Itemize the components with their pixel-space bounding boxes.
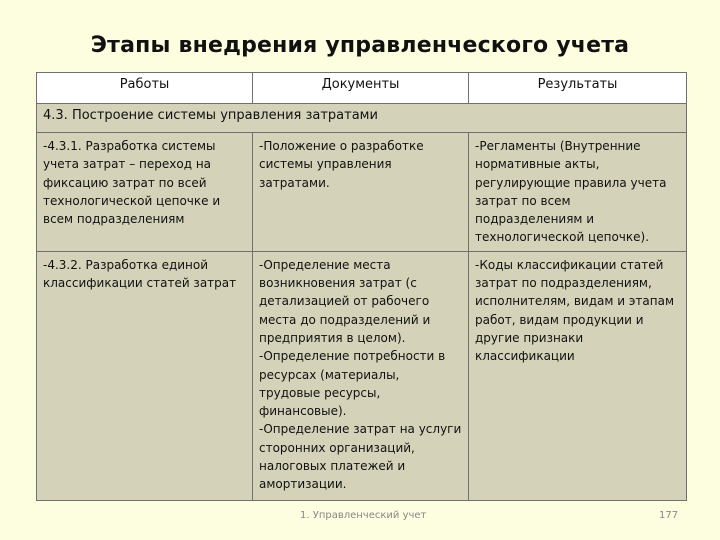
- cell-documents: -Положение о разработке системы управления затратами.: [253, 133, 469, 252]
- column-header-documents: Документы: [253, 73, 469, 104]
- column-header-works: Работы: [37, 73, 253, 104]
- page-title: Этапы внедрения управленческого учета: [90, 33, 630, 58]
- cell-documents: -Определение места возникновения затрат (с детализацией от рабочего места до подразделений и предприятия в целом). -Определение потребности в ресурсах (материалы, трудовые ресурсы, финансовые). -Определение затрат на услуги сторонних организаций, налоговых платежей и амортизации.: [253, 251, 469, 500]
- stages-table: [36, 72, 687, 501]
- section-row: [37, 104, 687, 133]
- table-row: [37, 133, 687, 252]
- section-heading: 4.3. Построение системы управления затратами: [37, 104, 687, 133]
- column-header-results: Результаты: [469, 73, 687, 104]
- cell-work: -4.3.2. Разработка единой классификации статей затрат: [37, 251, 253, 500]
- footer-label: 1. Управленческий учет: [300, 510, 427, 521]
- cell-results: -Коды классификации статей затрат по подразделениям, исполнителям, видам и этапам работ, видам продукции и другие признаки классификации: [469, 251, 687, 500]
- cell-results: -Регламенты (Внутренние нормативные акты, регулирующие правила учета затрат по всем подразделениям и технологической цепочке).: [469, 133, 687, 252]
- table-row: [37, 251, 687, 500]
- table-header-row: [37, 73, 687, 104]
- page-number: 177: [659, 510, 679, 521]
- cell-work: -4.3.1. Разработка системы учета затрат – переход на фиксацию затрат по всей технологической цепочке и всем подразделениям: [37, 133, 253, 252]
